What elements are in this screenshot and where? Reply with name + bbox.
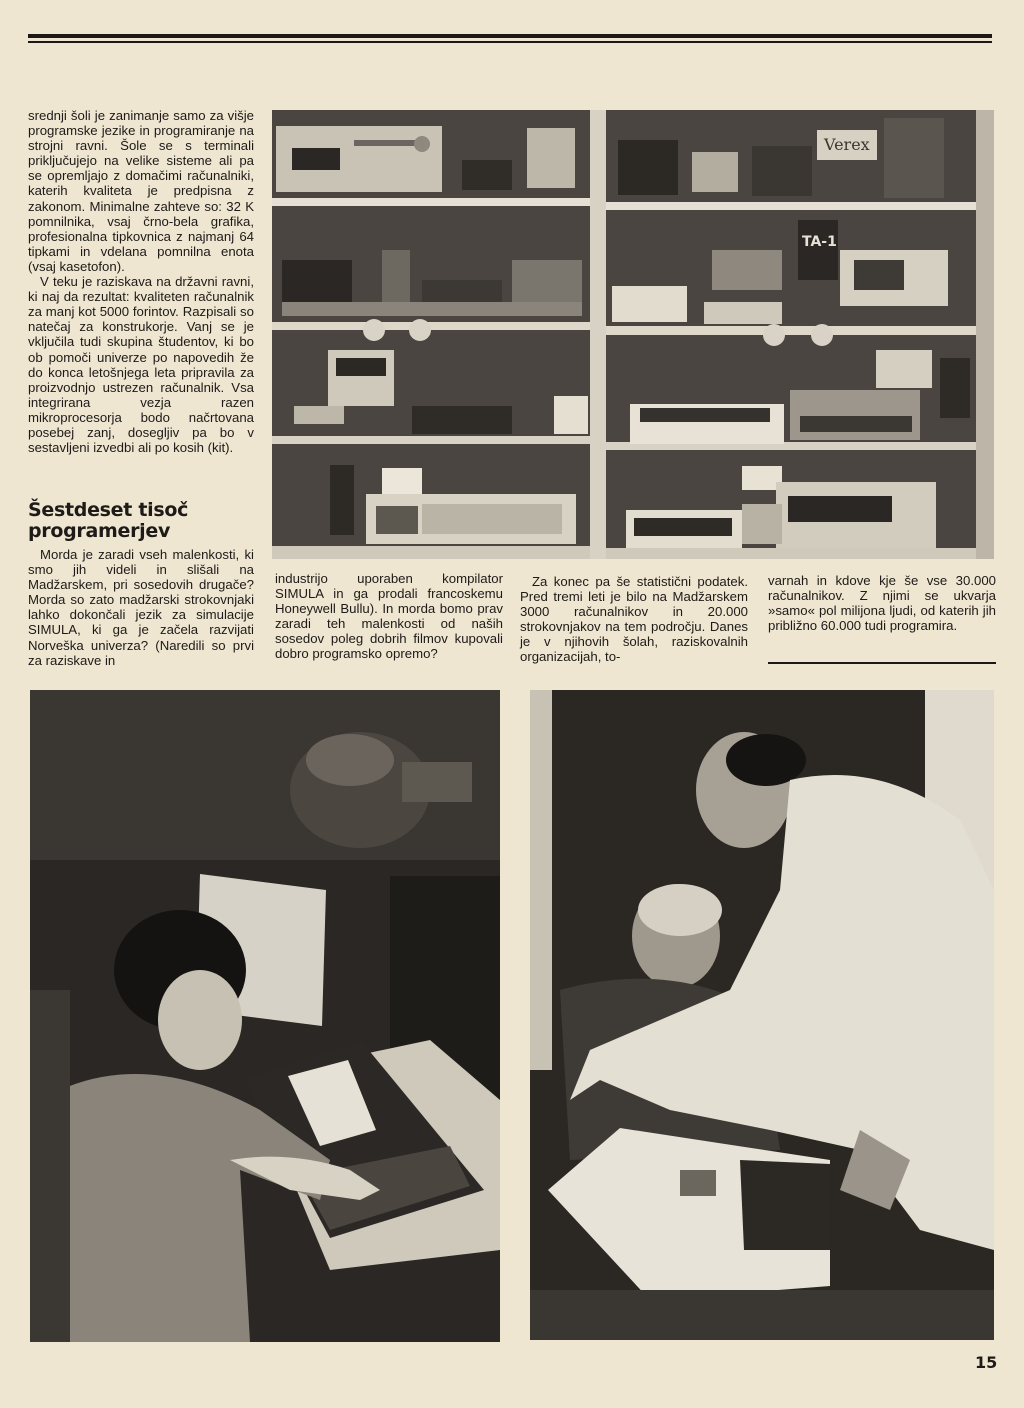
paragraph-research: V teku je raziskava na državni ravni, ki naj da rezultat: kvaliteten računalnik za manj kot 5000 forintov. Razpisali so natečaj za konstrukorje. Vanj se je vključila tudi skupina študentov, ki bo ob pomoči univerze po napovedih že do konca letošnjega leta pripravila za proizvodnjo ustrezen računalnik. Vsa integrirana vezja razen mikroprocesorja bodo načrtovana posebej zanj, dosegljiv pa bo v sestavljeni izvedbi ali po kosih (kit). (28, 274, 254, 456)
verex-sign: Verex (824, 135, 870, 154)
top-rule-thin (28, 41, 992, 43)
paragraph-simula: Morda je zaradi vseh malenkosti, ki smo jih videli in slišali na Madžarskem, pri sosedovih drugače? Morda so zato madžarski strokovnjaki lahko dokončali jezik za simulacije SIMULA, ki ga je začela razvijati Norveška univerza? (Naredili so prvi za raziskave in (28, 547, 254, 668)
photo-computer-shelves (272, 110, 994, 559)
article-column-4 (768, 573, 996, 633)
paragraph-statistics: Za konec pa še statistični podatek. Pred tremi leti je bilo na Madžarskem 3000 računalnikov in 20.000 strokovnjakov na tem področju. Danes je v njihovih šolah, raziskovalnih organizacijah, to- (520, 574, 748, 665)
column-end-rule (768, 662, 996, 664)
photo-woman-at-keyboard (30, 690, 500, 1342)
paragraph-schools: srednji šoli je zanimanje samo za višje programske jezike in programiranje na strojni ravni. Šole se s terminali priključujejo na velike sisteme ali pa se opremljajo z domačimi računalniki, katerih kvaliteta je predpisna z zakonom. Minimalne zahteve so: 32 K pomnilnika, vsaj črno-bela grafika, profesionalna tipkovnica z najmanj 64 tipkami in vdelana pomnilna enota (vsaj kasetofon). (28, 108, 254, 274)
section-heading: Šestdeset tisoč programerjev (28, 499, 189, 542)
article-column-3 (520, 574, 748, 665)
paragraph-programmers: varnah in kdove kje še vse 30.000 računalnikov. Z njimi se ukvarja »samo« pol milijona ljudi, od katerih jih približno 60.000 tudi programira. (768, 573, 996, 634)
paragraph-compiler: industrijo uporaben kompilator SIMULA in ga prodali francoskemu Honeywell Bullu). In morda bomo prav zaradi teh malenkosti od naših sosedov poleg dobrih filmov kupovali dobro programsko opremo? (275, 571, 503, 662)
article-column-1-continued (28, 547, 254, 668)
photo-men-at-computer (530, 690, 994, 1340)
page-number: 15 (975, 1353, 998, 1372)
article-column-2 (275, 571, 503, 662)
top-rule-thick (28, 34, 992, 38)
ta1-label: TA-1 (802, 234, 837, 250)
article-column-1 (28, 108, 254, 455)
